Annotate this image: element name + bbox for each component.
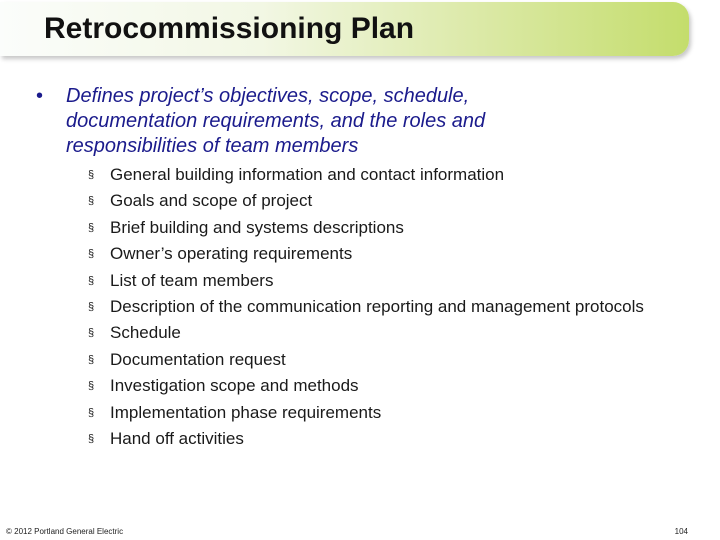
list-item-text: Brief building and systems descriptions bbox=[110, 217, 404, 237]
page-number: 104 bbox=[674, 527, 688, 536]
section-sign-icon: § bbox=[88, 195, 95, 208]
list-item bbox=[88, 403, 688, 423]
list-item-text: General building information and contact information bbox=[110, 165, 505, 184]
section-sign-icon: § bbox=[88, 221, 95, 234]
list-item bbox=[88, 350, 688, 370]
list-item-text: Investigation scope and methods bbox=[110, 376, 359, 396]
section-sign-icon: § bbox=[88, 353, 95, 366]
list-item bbox=[88, 376, 688, 396]
sub-bullet-list bbox=[88, 165, 688, 455]
list-item-text: Documentation request bbox=[110, 349, 286, 369]
list-item-text: Implementation phase requirements bbox=[110, 402, 382, 422]
list-item bbox=[88, 218, 688, 238]
section-sign-icon: § bbox=[88, 432, 95, 445]
list-item bbox=[88, 323, 688, 343]
main-bullet-text: Defines project’s objectives, scope, schedule, documentation requirements, and the roles and responsibilities of team members bbox=[66, 85, 486, 157]
list-item bbox=[88, 244, 688, 264]
slide-title: Retrocommissioning Plan bbox=[44, 12, 415, 45]
section-sign-icon: § bbox=[88, 248, 95, 261]
list-item bbox=[88, 271, 688, 291]
list-item bbox=[88, 165, 688, 185]
section-sign-icon: § bbox=[88, 380, 95, 393]
list-item-text: Owner’s operating requirements bbox=[110, 244, 353, 264]
list-item bbox=[88, 429, 688, 449]
section-sign-icon: § bbox=[88, 300, 95, 313]
section-sign-icon: § bbox=[88, 274, 95, 287]
list-item-text: List of team members bbox=[110, 270, 274, 290]
list-item bbox=[88, 191, 688, 211]
section-sign-icon: § bbox=[88, 169, 95, 181]
list-item bbox=[88, 297, 688, 317]
section-sign-icon: § bbox=[88, 406, 95, 419]
section-sign-icon: § bbox=[88, 327, 95, 340]
list-item-text: Description of the communication reporting and management protocols bbox=[110, 296, 644, 316]
main-bullet bbox=[36, 84, 596, 159]
bullet-dot-icon: • bbox=[36, 85, 44, 107]
list-item-text: Hand off activities bbox=[110, 428, 244, 448]
copyright-footer: © 2012 Portland General Electric bbox=[6, 527, 124, 536]
list-item-text: Goals and scope of project bbox=[110, 191, 313, 211]
list-item-text: Schedule bbox=[110, 323, 181, 343]
